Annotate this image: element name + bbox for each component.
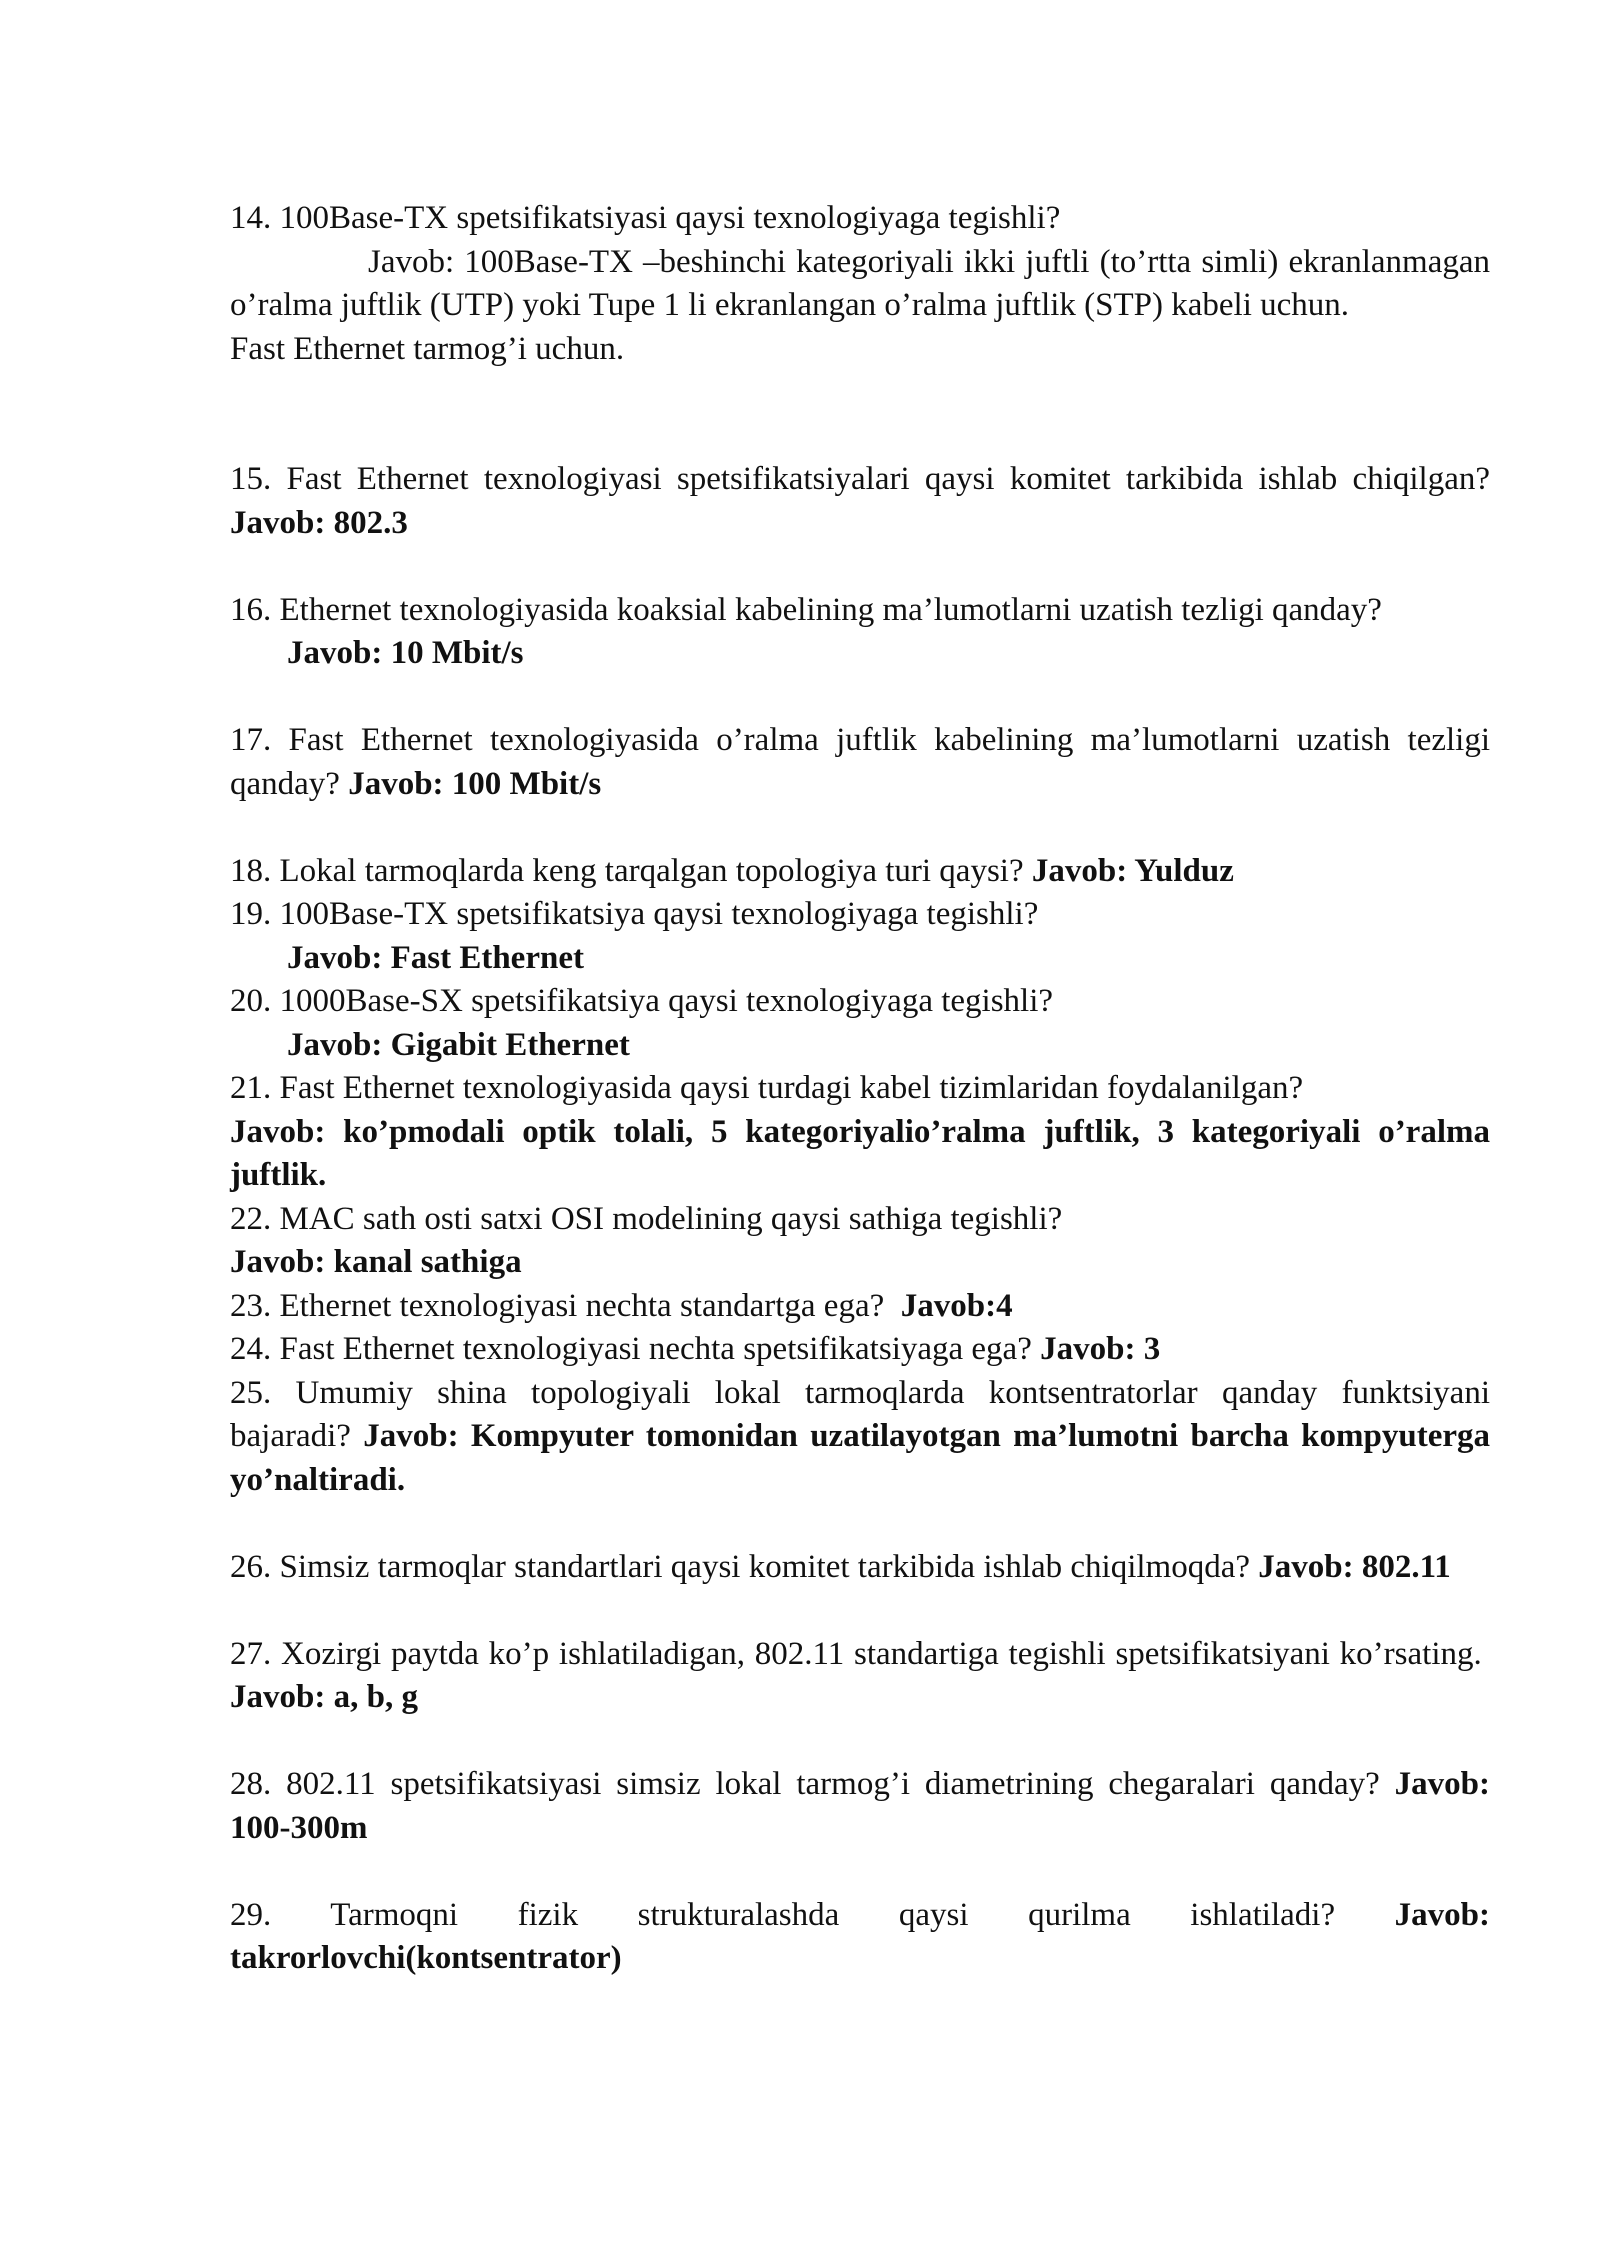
answer-text: Javob: 3 [1040,1331,1161,1367]
question-28 [230,1763,1490,1850]
question-text: 25. Umumiy shina topologiyali lokal tarmoqlarda kontsentratorlar qanday funktsiyani bajaradi? [230,1374,1490,1454]
question-14 [230,197,1490,371]
answer-text: Javob: Fast Ethernet [287,939,584,976]
question-text: 17. Fast Ethernet texnologiyasida o’ralma juftlik kabelining ma’lumotlarni uzatish tezligi qanday? [230,722,1490,802]
answer-text: Javob: takrorlovchi(kontsentrator) [230,1896,1491,1976]
question-text: 14. 100Base-TX spetsifikatsiyasi qaysi texnologiyaga tegishli? [230,200,1061,236]
answer-text: Javob: 802.3 [230,504,408,541]
answer-text: Javob: 10 Mbit/s [287,635,524,671]
answer-text: Javob: ko’pmodali optik tolali, 5 kategoriyalio’ralma juftlik, 3 kategoriyali o’ralma juftlik. [230,1113,1490,1193]
question-text: 18. Lokal tarmoqlarda keng tarqalgan topologiya turi qaysi? [230,852,1024,889]
answer-text: Javob: 802.11 [1258,1548,1451,1585]
question-text: 27. Xozirgi paytda ko’p ishlatiladigan, 802.11 standartiga tegishli spetsifikatsiyani ko’rsating. [230,1635,1482,1672]
question-text: 23. Ethernet texnologiyasi nechta standartga ega? [230,1287,885,1324]
question-text: 24. Fast Ethernet texnologiyasi nechta spetsifikatsiyaga ega? [230,1331,1032,1367]
answer-text: Javob: kanal sathiga [230,1244,522,1280]
answer-text: Javob: 100 Mbit/s [348,765,602,802]
question-text: 29. Tarmoqni fizik strukturalashda qaysi qurilma ishlatiladi? [230,1896,1336,1933]
answer-text: 100Base-TX –beshinchi kategoriyali ikki juftli (to’rtta simli) ekranlanmagan o’ralma juftlik (UTP) yoki Tupe 1 li ekranlangan o’ralma juftlik (STP) kabeli uchun. [230,243,1491,323]
answer-extra-line: Fast Ethernet tarmog’i uchun. [230,330,625,367]
question-text: 19. 100Base-TX spetsifikatsiya qaysi texnologiyaga tegishli? [230,896,1039,932]
answer-text: Javob: a, b, g [230,1679,418,1715]
answer-prefix: Javob: [368,243,455,280]
question-29 [230,1894,1490,1981]
question-19 [230,893,1490,980]
question-text: 16. Ethernet texnologiyasida koaksial kabelining ma’lumotlarni uzatish tezligi qanday? [230,591,1382,628]
question-17 [230,719,1490,806]
question-15 [230,458,1490,545]
answer-text: Javob: Gigabit Ethernet [287,1026,630,1063]
question-27 [230,1633,1490,1720]
answer-text: Javob: Kompyuter tomonidan uzatilayotgan ma’lumotni barcha kompyuterga yo’naltiradi. [230,1418,1490,1498]
answer-text: Javob: Yulduz [1031,852,1234,889]
answer-block [230,241,1490,328]
answer-text: Javob: 100-300m [230,1766,1490,1846]
question-24 [230,1328,1490,1372]
question-22 [230,1198,1490,1285]
question-18 [230,850,1490,894]
question-text: 22. MAC sath osti satxi OSI modelining qaysi sathiga tegishli? [230,1200,1063,1237]
question-text: 15. Fast Ethernet texnologiyasi spetsifikatsiyalari qaysi komitet tarkibida ishlab chiqilgan? [230,461,1490,497]
question-23 [230,1285,1490,1329]
question-25 [230,1372,1490,1503]
question-21 [230,1067,1490,1198]
question-text: 28. 802.11 spetsifikatsiyasi simsiz lokal tarmog’i diametrining chegaralari qanday? [230,1766,1380,1802]
document-page [230,197,1490,1981]
question-16 [230,589,1490,676]
question-26 [230,1546,1490,1590]
question-text: 20. 1000Base-SX spetsifikatsiya qaysi texnologiyaga tegishli? [230,983,1054,1019]
question-20 [230,980,1490,1067]
question-text: 21. Fast Ethernet texnologiyasida qaysi turdagi kabel tizimlaridan foydalanilgan? [230,1070,1304,1106]
answer-text: Javob:4 [900,1287,1013,1324]
question-text: 26. Simsiz tarmoqlar standartlari qaysi komitet tarkibida ishlab chiqilmoqda? [230,1548,1251,1585]
